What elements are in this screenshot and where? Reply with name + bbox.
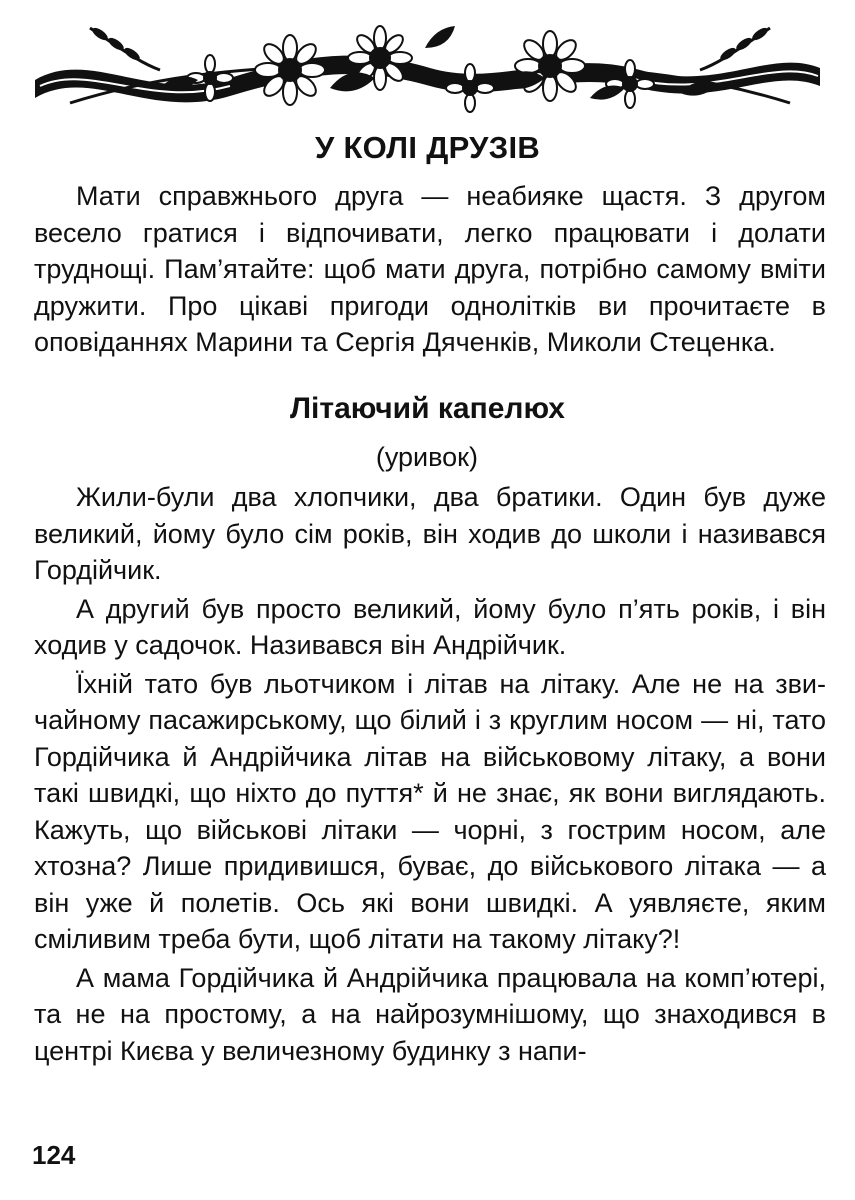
story-paragraph: Жили-були два хлопчики, два братики. Один був дуже великий, йому було сім років, він ходив до школи і називався Гордійчик. (34, 482, 826, 585)
story-paragraph: А другий був просто великий, йому було п’ять років, і він ходив у садочок. Називався він Андрійчик. (34, 593, 826, 660)
story-subtitle-text: (уривок) (375, 442, 478, 472)
intro-section (34, 178, 826, 361)
intro-paragraph: Мати справжнього друга — неабияке щастя. З другом весело гратися і відпочивати, легко працювати і долати труднощі. Пам’ятайте: щоб мати друга, потрібно самому вміти дружити. Про цікаві пригоди однолітків ви прочитаєте в оповіданнях Марини та Сергія Дяченків, Миколи Стеценка. (34, 181, 826, 357)
story-title: Літаючий капелюх (290, 392, 565, 425)
page-number: 124 (32, 1140, 76, 1170)
story-paragraph: Їхній тато був льотчиком і літав на літаку. Але не на звичайному пасажирському, що білий і з круглим носом — ні, тато Гордійчика й Андрійчика літав на військовому літаку, а вони такі швидкі, що ніхто до пуття* й не знає, як вони виглядають. Кажуть, що військові літаки — чорні, з гострим носом, але хтозна? Лише придивишся, буває, до військового літака — а він уже й полетів. Ось які вони швидкі. А уявляєте, яким сміливим треба бути, щоб літати на такому літаку?! (34, 668, 826, 954)
story-paragraph: А мама Гордійчика й Андрійчика працювала на комп’ютері, та не на простому, а на найрозумнішому, що знаходився в центрі Києва у величезному будинку з напи- (34, 962, 826, 1066)
section-title: У КОЛІ ДРУЗІВ (314, 130, 541, 165)
story-subtitle (0, 442, 855, 473)
story-body (34, 479, 826, 1069)
sunflower-wreath-ornament-icon (30, 8, 825, 118)
